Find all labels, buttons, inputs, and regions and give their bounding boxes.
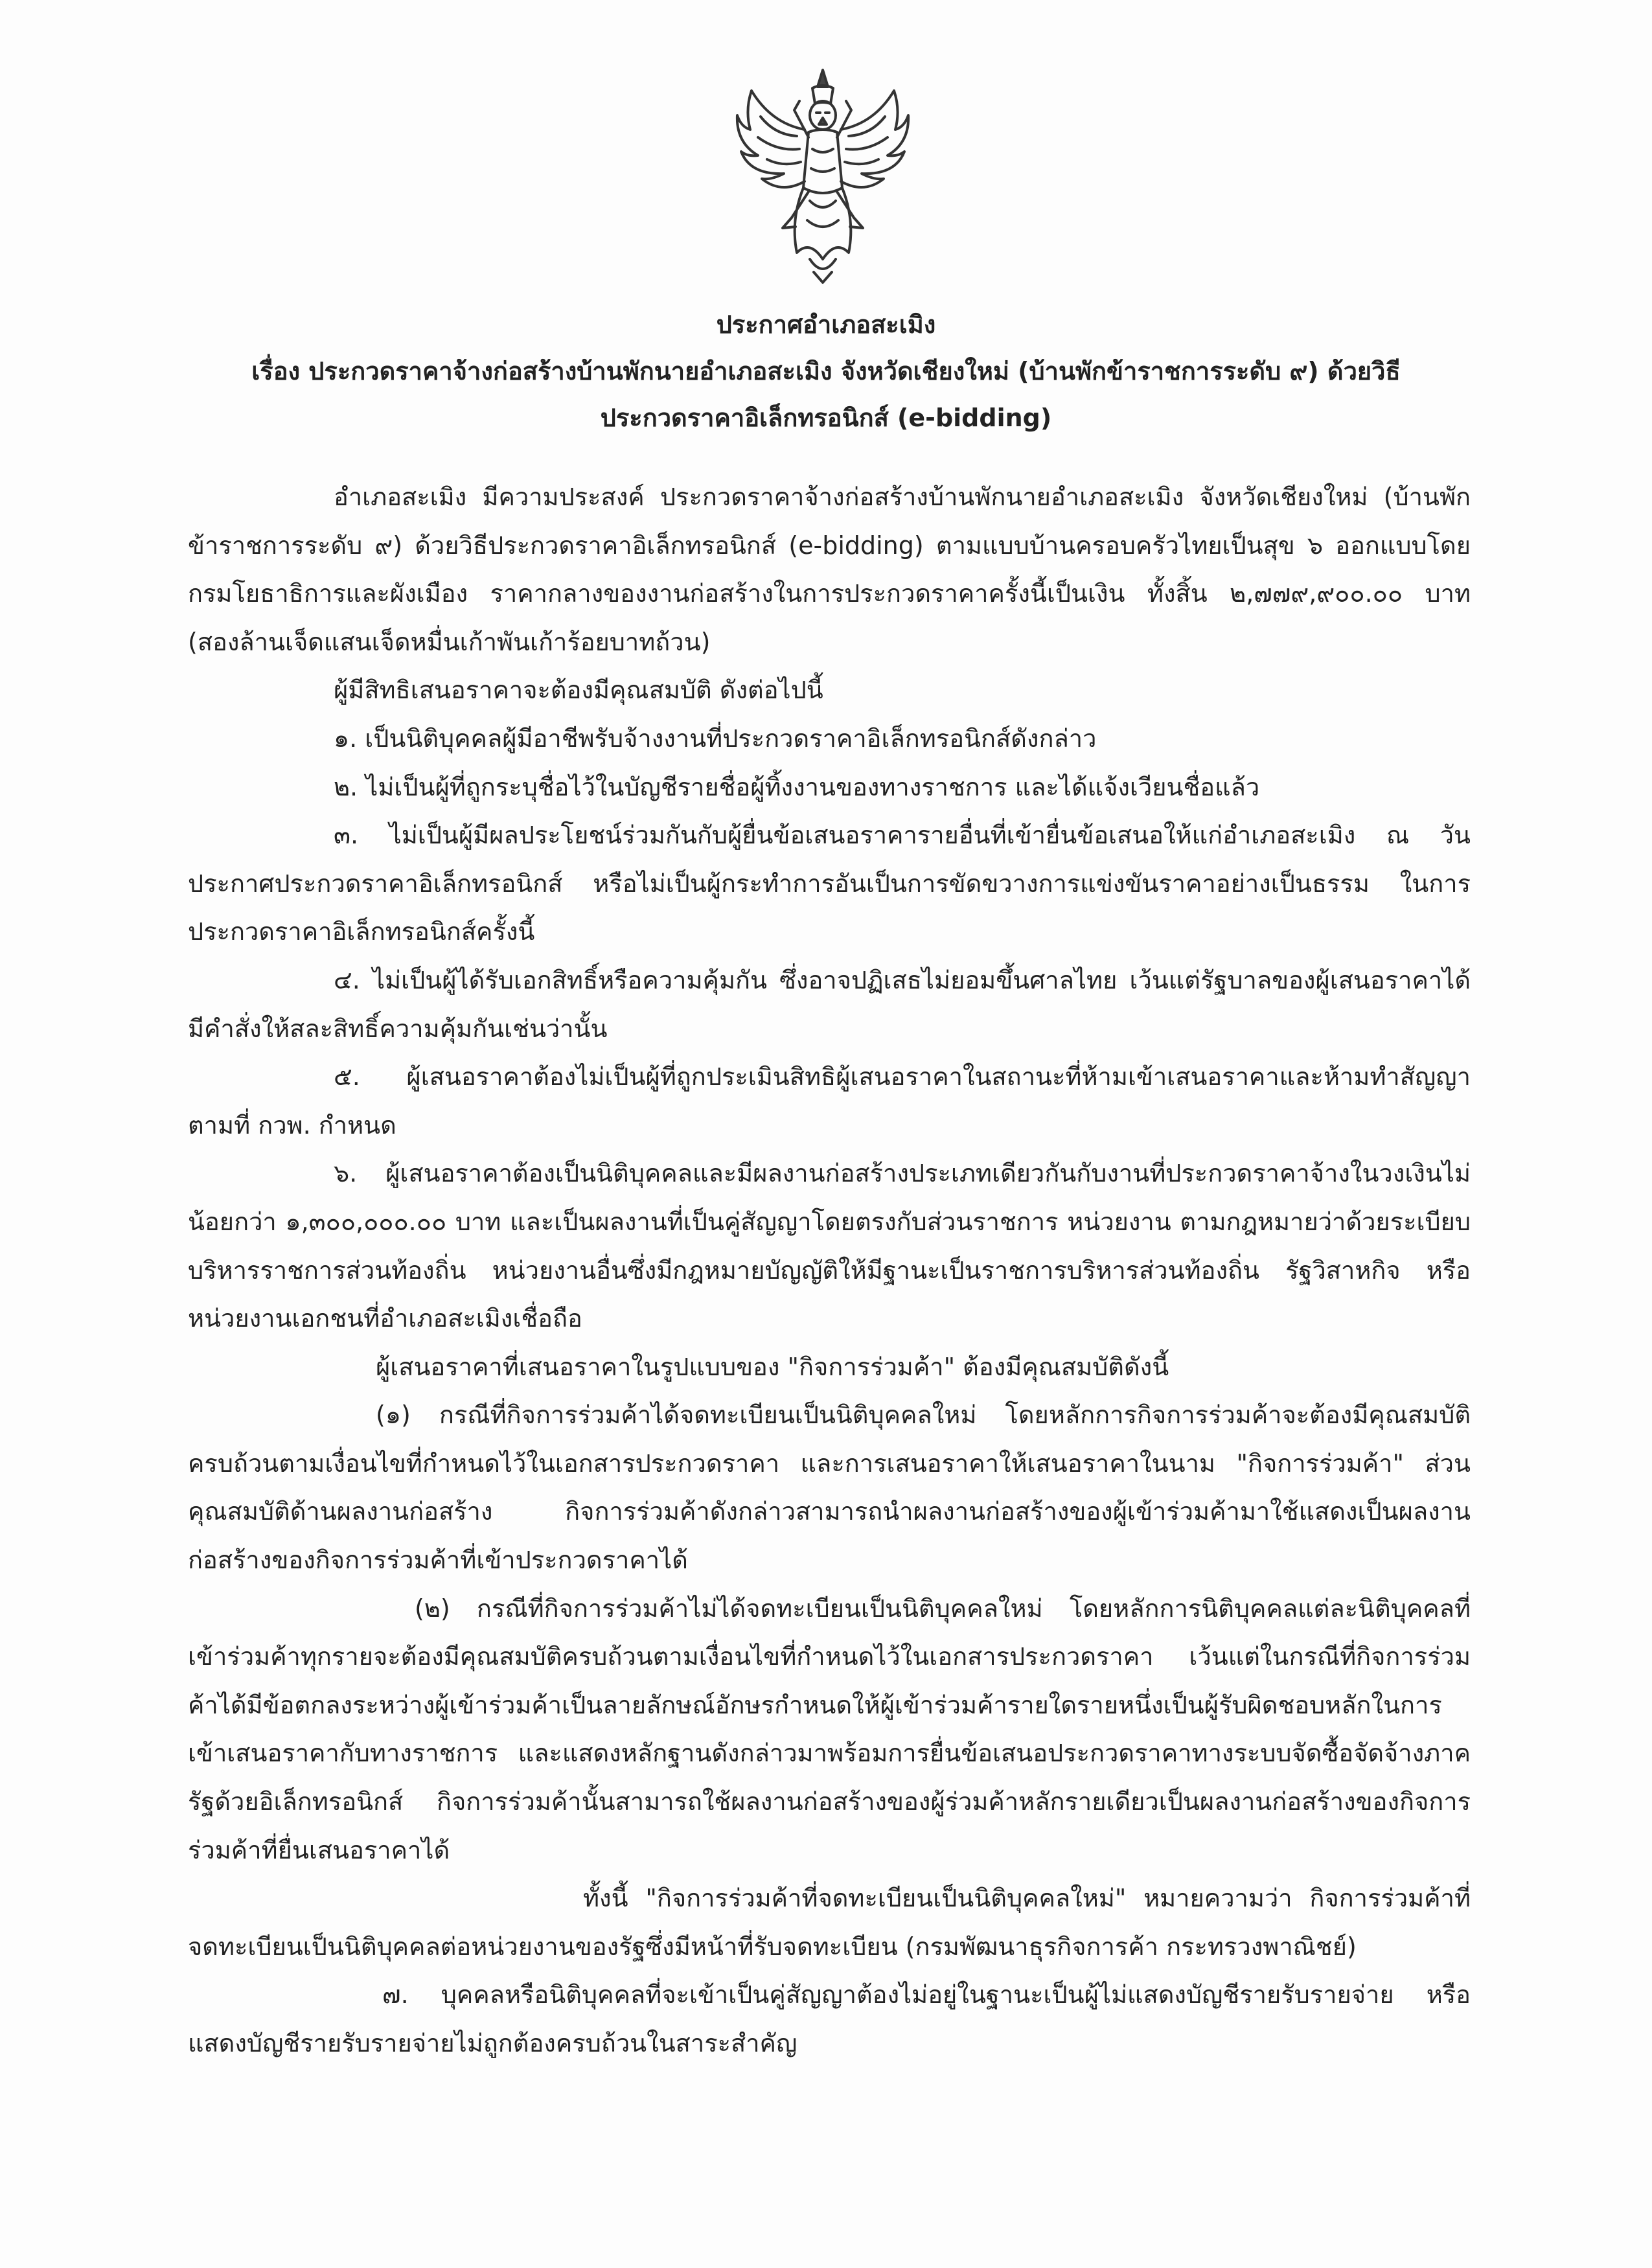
subject-line-1: เรื่อง ประกวดราคาจ้างก่อสร้างบ้านพักนายอำเภอสะเมิง จังหวัดเชียงใหม่ (บ้านพักข้าราชการระดับ ๙) ด้วยวิธี	[251, 357, 1401, 385]
joint-venture-intro: ผู้เสนอราคาที่เสนอราคาในรูปแบบของ "กิจการร่วมค้า" ต้องมีคุณสมบัติดังนี้	[376, 1352, 1169, 1381]
qualification-item-6: ๖. ผู้เสนอราคาต้องเป็นนิติบุคคลและมีผลงานก่อสร้างประเภทเดียวกันกับงานที่ประกวดราคาจ้างในวงเงินไม่น้อยกว่า ๑,๓๐๐,๐๐๐.๐๐ บาท และเป็นผลงานที่เป็นคู่สัญญาโดยตรงกับส่วนราชการ หน่วยงาน ตามกฎหมายว่าด้วยระเบียบบริหารราชการส่วนท้องถิ่น หน่วยงานอื่นซึ่งมีกฎหมายบัญญัติให้มีฐานะเป็นราชการบริหารส่วนท้องถิ่น รัฐวิสาหกิจ หรือหน่วยงานเอกชนที่อำเภอสะเมิงเชื่อถือ	[188, 1159, 1471, 1333]
document-header	[130, 301, 1522, 441]
joint-venture-item-1: (๑) กรณีที่กิจการร่วมค้าได้จดทะเบียนเป็นนิติบุคคลใหม่ โดยหลักการกิจการร่วมค้าจะต้องมีคุณสมบัติครบถ้วนตามเงื่อนไขที่กำหนดไว้ในเอกสารประกวดราคา และการเสนอราคาให้เสนอราคาในนาม "กิจการร่วมค้า" ส่วนคุณสมบัติด้านผลงานก่อสร้าง กิจการร่วมค้าดังกล่าวสามารถนำผลงานก่อสร้างของผู้เข้าร่วมค้ามาใช้แสดงเป็นผลงานก่อสร้างของกิจการร่วมค้าที่เข้าประกวดราคาได้	[188, 1401, 1471, 1575]
qualification-item-3: ๓. ไม่เป็นผู้มีผลประโยชน์ร่วมกันกับผู้ยื่นข้อเสนอราคารายอื่นที่เข้ายื่นข้อเสนอให้แก่อำเภอสะเมิง ณ วันประกาศประกวดราคาอิเล็กทรอนิกส์ หรือไม่เป็นผู้กระทำการอันเป็นการขัดขวางการแข่งขันราคาอย่างเป็นธรรม ในการประกวดราคาอิเล็กทรอนิกส์ครั้งนี้	[188, 821, 1471, 946]
joint-venture-item-2: (๒) กรณีที่กิจการร่วมค้าไม่ได้จดทะเบียนเป็นนิติบุคคลใหม่ โดยหลักการนิติบุคคลแต่ละนิติบุคคลที่เข้าร่วมค้าทุกรายจะต้องมีคุณสมบัติครบถ้วนตามเงื่อนไขที่กำหนดไว้ในเอกสารประกวดราคา เว้นแต่ในกรณีที่กิจการร่วมค้าได้มีข้อตกลงระหว่างผู้เข้าร่วมค้าเป็นลายลักษณ์อักษรกำหนดให้ผู้เข้าร่วมค้ารายใดรายหนึ่งเป็นผู้รับผิดชอบหลักในการเข้าเสนอราคากับทางราชการ และแสดงหลักฐานดังกล่าวมาพร้อมการยื่นข้อเสนอประกวดราคาทางระบบจัดซื้อจัดจ้างภาครัฐด้วยอิเล็กทรอนิกส์ กิจการร่วมค้านั้นสามารถใช้ผลงานก่อสร้างของผู้ร่วมค้าหลักรายเดียวเป็นผลงานก่อสร้างของกิจการร่วมค้าที่ยื่นเสนอราคาได้	[188, 1594, 1471, 1864]
announcement-title: ประกาศอำเภอสะเมิง	[716, 310, 936, 339]
joint-venture-definition: ทั้งนี้ "กิจการร่วมค้าที่จดทะเบียนเป็นนิติบุคคลใหม่" หมายความว่า กิจการร่วมค้าที่จดทะเบียนเป็นนิติบุคคลต่อหน่วยงานของรัฐซึ่งมีหน้าที่รับจดทะเบียน (กรมพัฒนาธุรกิจการค้า กระทรวงพาณิชย์)	[188, 1884, 1471, 1961]
intro-paragraph: อำเภอสะเมิง มีความประสงค์ ประกวดราคาจ้างก่อสร้างบ้านพักนายอำเภอสะเมิง จังหวัดเชียงใหม่ (บ้านพักข้าราชการระดับ ๙) ด้วยวิธีประกวดราคาอิเล็กทรอนิกส์ (e-bidding) ตามแบบบ้านครอบครัวไทยเป็นสุข ๖ ออกแบบโดยกรมโยธาธิการและผังเมือง ราคากลางของงานก่อสร้างในการประกวดราคาครั้งนี้เป็นเงิน ทั้งสิ้น ๒,๗๗๙,๙๐๐.๐๐ บาท (สองล้านเจ็ดแสนเจ็ดหมื่นเก้าพันเก้าร้อยบาทถ้วน)	[188, 483, 1471, 656]
qualification-item-1: ๑. เป็นนิติบุคคลผู้มีอาชีพรับจ้างงานที่ประกวดราคาอิเล็กทรอนิกส์ดังกล่าว	[334, 724, 1097, 753]
garuda-emblem-icon	[732, 65, 913, 285]
qualifications-intro: ผู้มีสิทธิเสนอราคาจะต้องมีคุณสมบัติ ดังต่อไปนี้	[334, 676, 823, 705]
document-body	[188, 473, 1471, 2068]
qualification-item-5: ๕. ผู้เสนอราคาต้องไม่เป็นผู้ที่ถูกประเมินสิทธิผู้เสนอราคาในสถานะที่ห้ามเข้าเสนอราคาและห้ามทำสัญญาตามที่ กวพ. กำหนด	[188, 1062, 1471, 1140]
qualification-item-7: ๗. บุคคลหรือนิติบุคคลที่จะเข้าเป็นคู่สัญญาต้องไม่อยู่ในฐานะเป็นผู้ไม่แสดงบัญชีรายรับรายจ่าย หรือแสดงบัญชีรายรับรายจ่ายไม่ถูกต้องครบถ้วนในสาระสำคัญ	[188, 1980, 1471, 2057]
qualification-item-2: ๒. ไม่เป็นผู้ที่ถูกระบุชื่อไว้ในบัญชีรายชื่อผู้ทิ้งงานของทางราชการ และได้แจ้งเวียนชื่อแล้ว	[334, 772, 1260, 801]
subject-line-2: ประกวดราคาอิเล็กทรอนิกส์ (e-bidding)	[600, 404, 1052, 432]
qualification-item-4: ๔. ไม่เป็นผู้ได้รับเอกสิทธิ์หรือความคุ้มกัน ซึ่งอาจปฏิเสธไม่ยอมขึ้นศาลไทย เว้นแต่รัฐบาลของผู้เสนอราคาได้มีคำสั่งให้สละสิทธิ์ความคุ้มกันเช่นว่านั้น	[188, 965, 1471, 1043]
